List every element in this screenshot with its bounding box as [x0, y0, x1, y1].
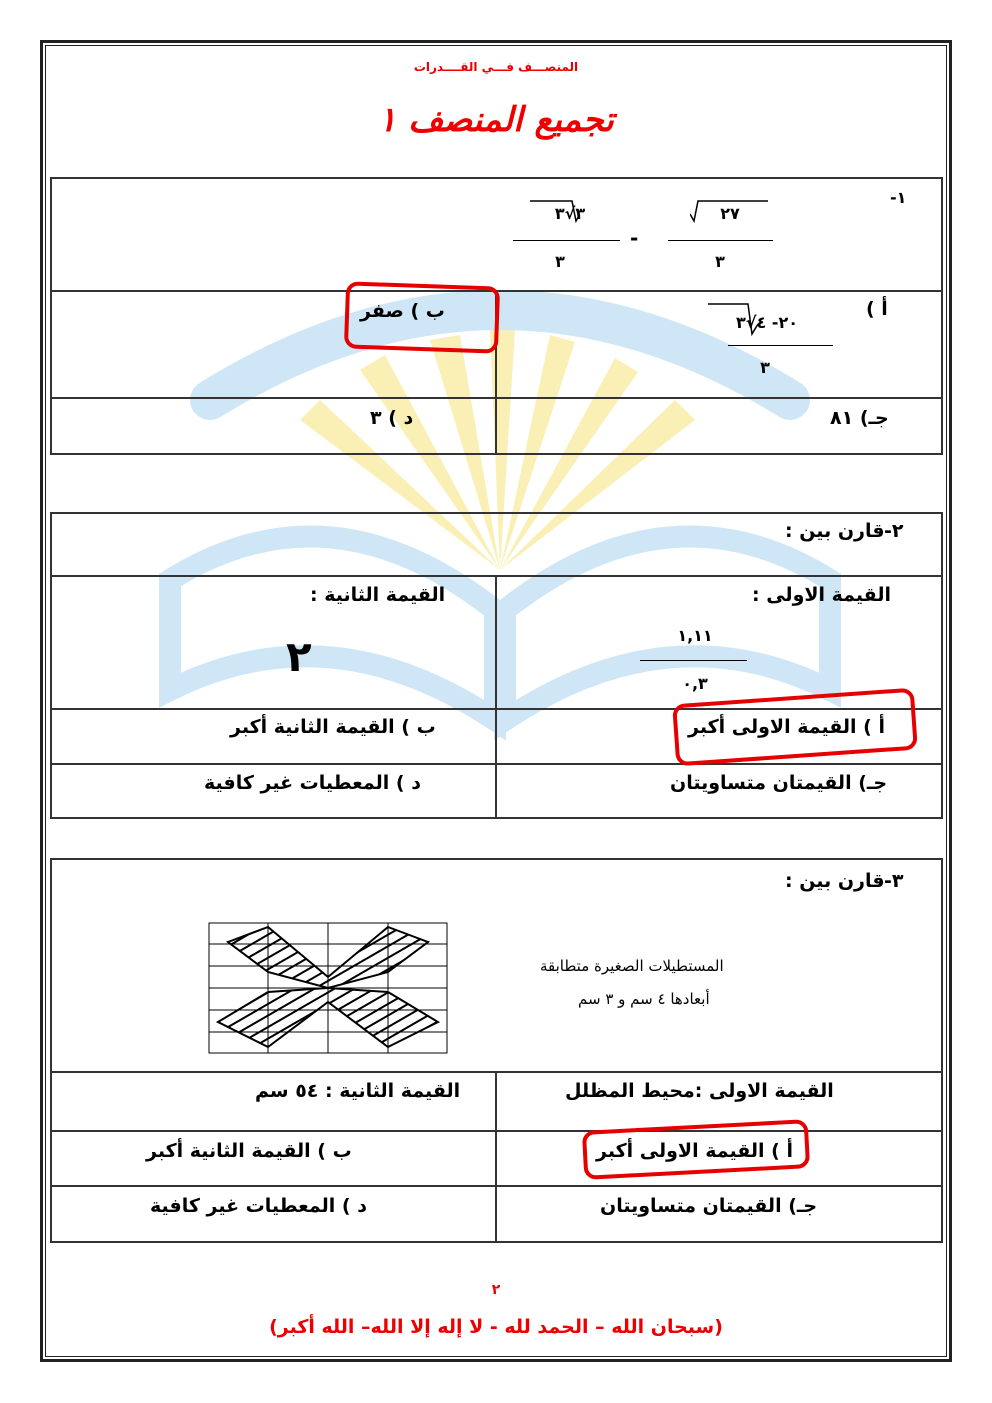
question-2-number: ٢- — [884, 520, 904, 542]
option-a-denominator: ٣ — [760, 358, 770, 377]
option-a[interactable]: أ ) القيمة الاولى أكبر — [596, 1140, 793, 1162]
first-value: القيمة الاولى :محيط المظلل — [565, 1080, 834, 1102]
q1-left-denominator: ٣ — [715, 252, 725, 271]
option-c[interactable]: جـ) القيمتان متساويتان — [670, 772, 888, 794]
option-b[interactable]: ب ) القيمة الثانية أكبر — [230, 716, 436, 738]
figure-note-1: المستطيلات الصغيرة متطابقة — [540, 957, 724, 975]
q1-left-numerator: ٢٧ — [720, 204, 740, 223]
option-a[interactable]: أ ) القيمة الاولى أكبر — [688, 716, 885, 738]
radical-sign-icon — [690, 198, 770, 224]
figure-note-2: أبعادها ٤ سم و ٣ سم — [578, 990, 710, 1008]
second-value: ٢ — [286, 632, 312, 681]
minus-operator: - — [630, 226, 639, 250]
radical-sign-icon — [530, 198, 580, 224]
question-1-number: ١- — [890, 188, 907, 207]
option-b[interactable]: ب ) صفر — [360, 300, 445, 322]
second-value-label: القيمة الثانية : — [310, 584, 446, 606]
q1-right-numerator: ٣√٣ — [554, 204, 586, 223]
option-d[interactable]: د ) المعطيات غير كافية — [150, 1195, 367, 1217]
option-a-label[interactable]: أ ) — [866, 298, 888, 320]
page-title: تجميع المنصف ١ — [378, 100, 614, 140]
option-c[interactable]: جـ) ٨١ — [830, 407, 889, 429]
question-3-number: ٣- — [884, 870, 904, 892]
first-value-label: القيمة الاولى : — [752, 584, 891, 606]
site-name: المنصـــف فـــي القــــدرات — [413, 60, 579, 74]
shaded-rectangles-figure — [208, 922, 448, 1054]
option-d[interactable]: د ) المعطيات غير كافية — [204, 772, 421, 794]
first-value-numerator: ١,١١ — [677, 626, 713, 645]
second-value: القيمة الثانية : ٥٤ سم — [255, 1080, 461, 1102]
option-c[interactable]: جـ) القيمتان متساويتان — [600, 1195, 818, 1217]
option-d[interactable]: د ) ٣ — [370, 407, 414, 429]
option-b[interactable]: ب ) القيمة الثانية أكبر — [146, 1140, 352, 1162]
q1-right-denominator: ٣ — [555, 252, 565, 271]
option-a-numerator: ٢٠- ٤√٣ — [736, 313, 798, 332]
radical-sign-icon — [708, 300, 758, 336]
question-2-prompt: قارن بين : — [785, 520, 885, 542]
page-number: ٢ — [491, 1282, 501, 1298]
first-value-denominator: ٠,٣ — [682, 674, 708, 693]
answer-highlight-oval — [344, 281, 500, 353]
question-3-prompt: قارن بين : — [785, 870, 885, 892]
footer-dhikr: (سبحان الله – الحمد لله - لا إله إلا الله– الله أكبر) — [269, 1316, 723, 1338]
